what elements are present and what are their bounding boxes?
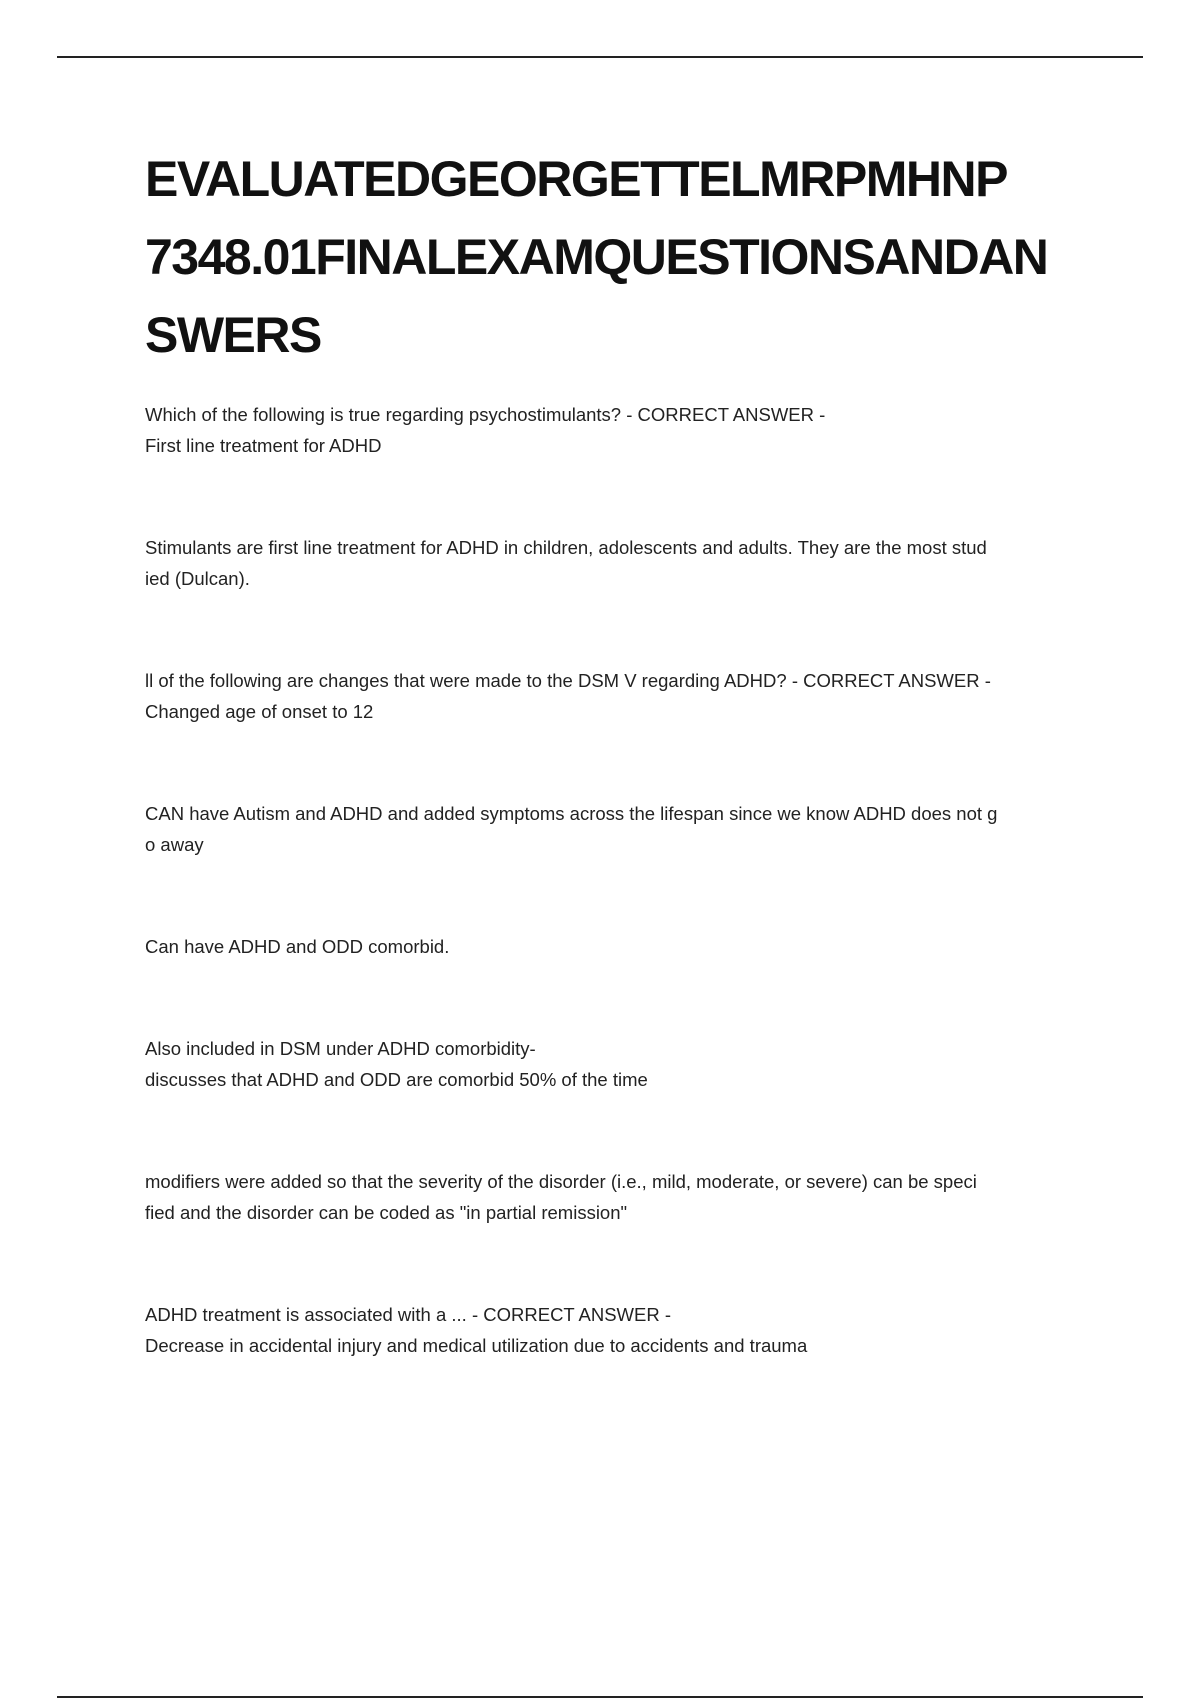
qa-entry-autism-adhd: CAN have Autism and ADHD and added symptoms across the lifespan since we know ADHD does not g o away	[145, 803, 998, 855]
title-line-1: EVALUATEDGEORGETTELMRPMHNP	[145, 151, 1007, 207]
qa-entry-dsm-changes-question: ll of the following are changes that were made to the DSM V regarding ADHD? - CORRECT ANSWER - Changed age of onset to 12	[145, 670, 991, 722]
qa-entry-stimulants-explanation: Stimulants are first line treatment for ADHD in children, adolescents and adults. They are the most stud ied (Dulcan).	[145, 537, 987, 589]
top-rule	[57, 56, 1143, 58]
qa-entries	[145, 399, 1090, 1361]
qa-entry-adhd-odd: Can have ADHD and ODD comorbid.	[145, 936, 450, 957]
qa-entry-comorbidity: Also included in DSM under ADHD comorbidity- discusses that ADHD and ODD are comorbid 50% of the time	[145, 1038, 648, 1090]
title-line-2: 7348.01FINALEXAMQUESTIONSANDAN	[145, 229, 1048, 285]
qa-entry-modifiers: modifiers were added so that the severity of the disorder (i.e., mild, moderate, or severe) can be speci fied and the disorder can be coded as "in partial remission"	[145, 1171, 977, 1223]
document-title	[145, 140, 1090, 374]
qa-entry-psychostimulants-question: Which of the following is true regarding psychostimulants? - CORRECT ANSWER - First line treatment for ADHD	[145, 404, 826, 456]
qa-entry-treatment-question: ADHD treatment is associated with a ... - CORRECT ANSWER - Decrease in accidental injury and medical utilization due to accidents and trauma	[145, 1304, 808, 1356]
title-line-3: SWERS	[145, 307, 321, 363]
bottom-rule	[57, 1696, 1143, 1698]
document-body	[145, 140, 1090, 1361]
